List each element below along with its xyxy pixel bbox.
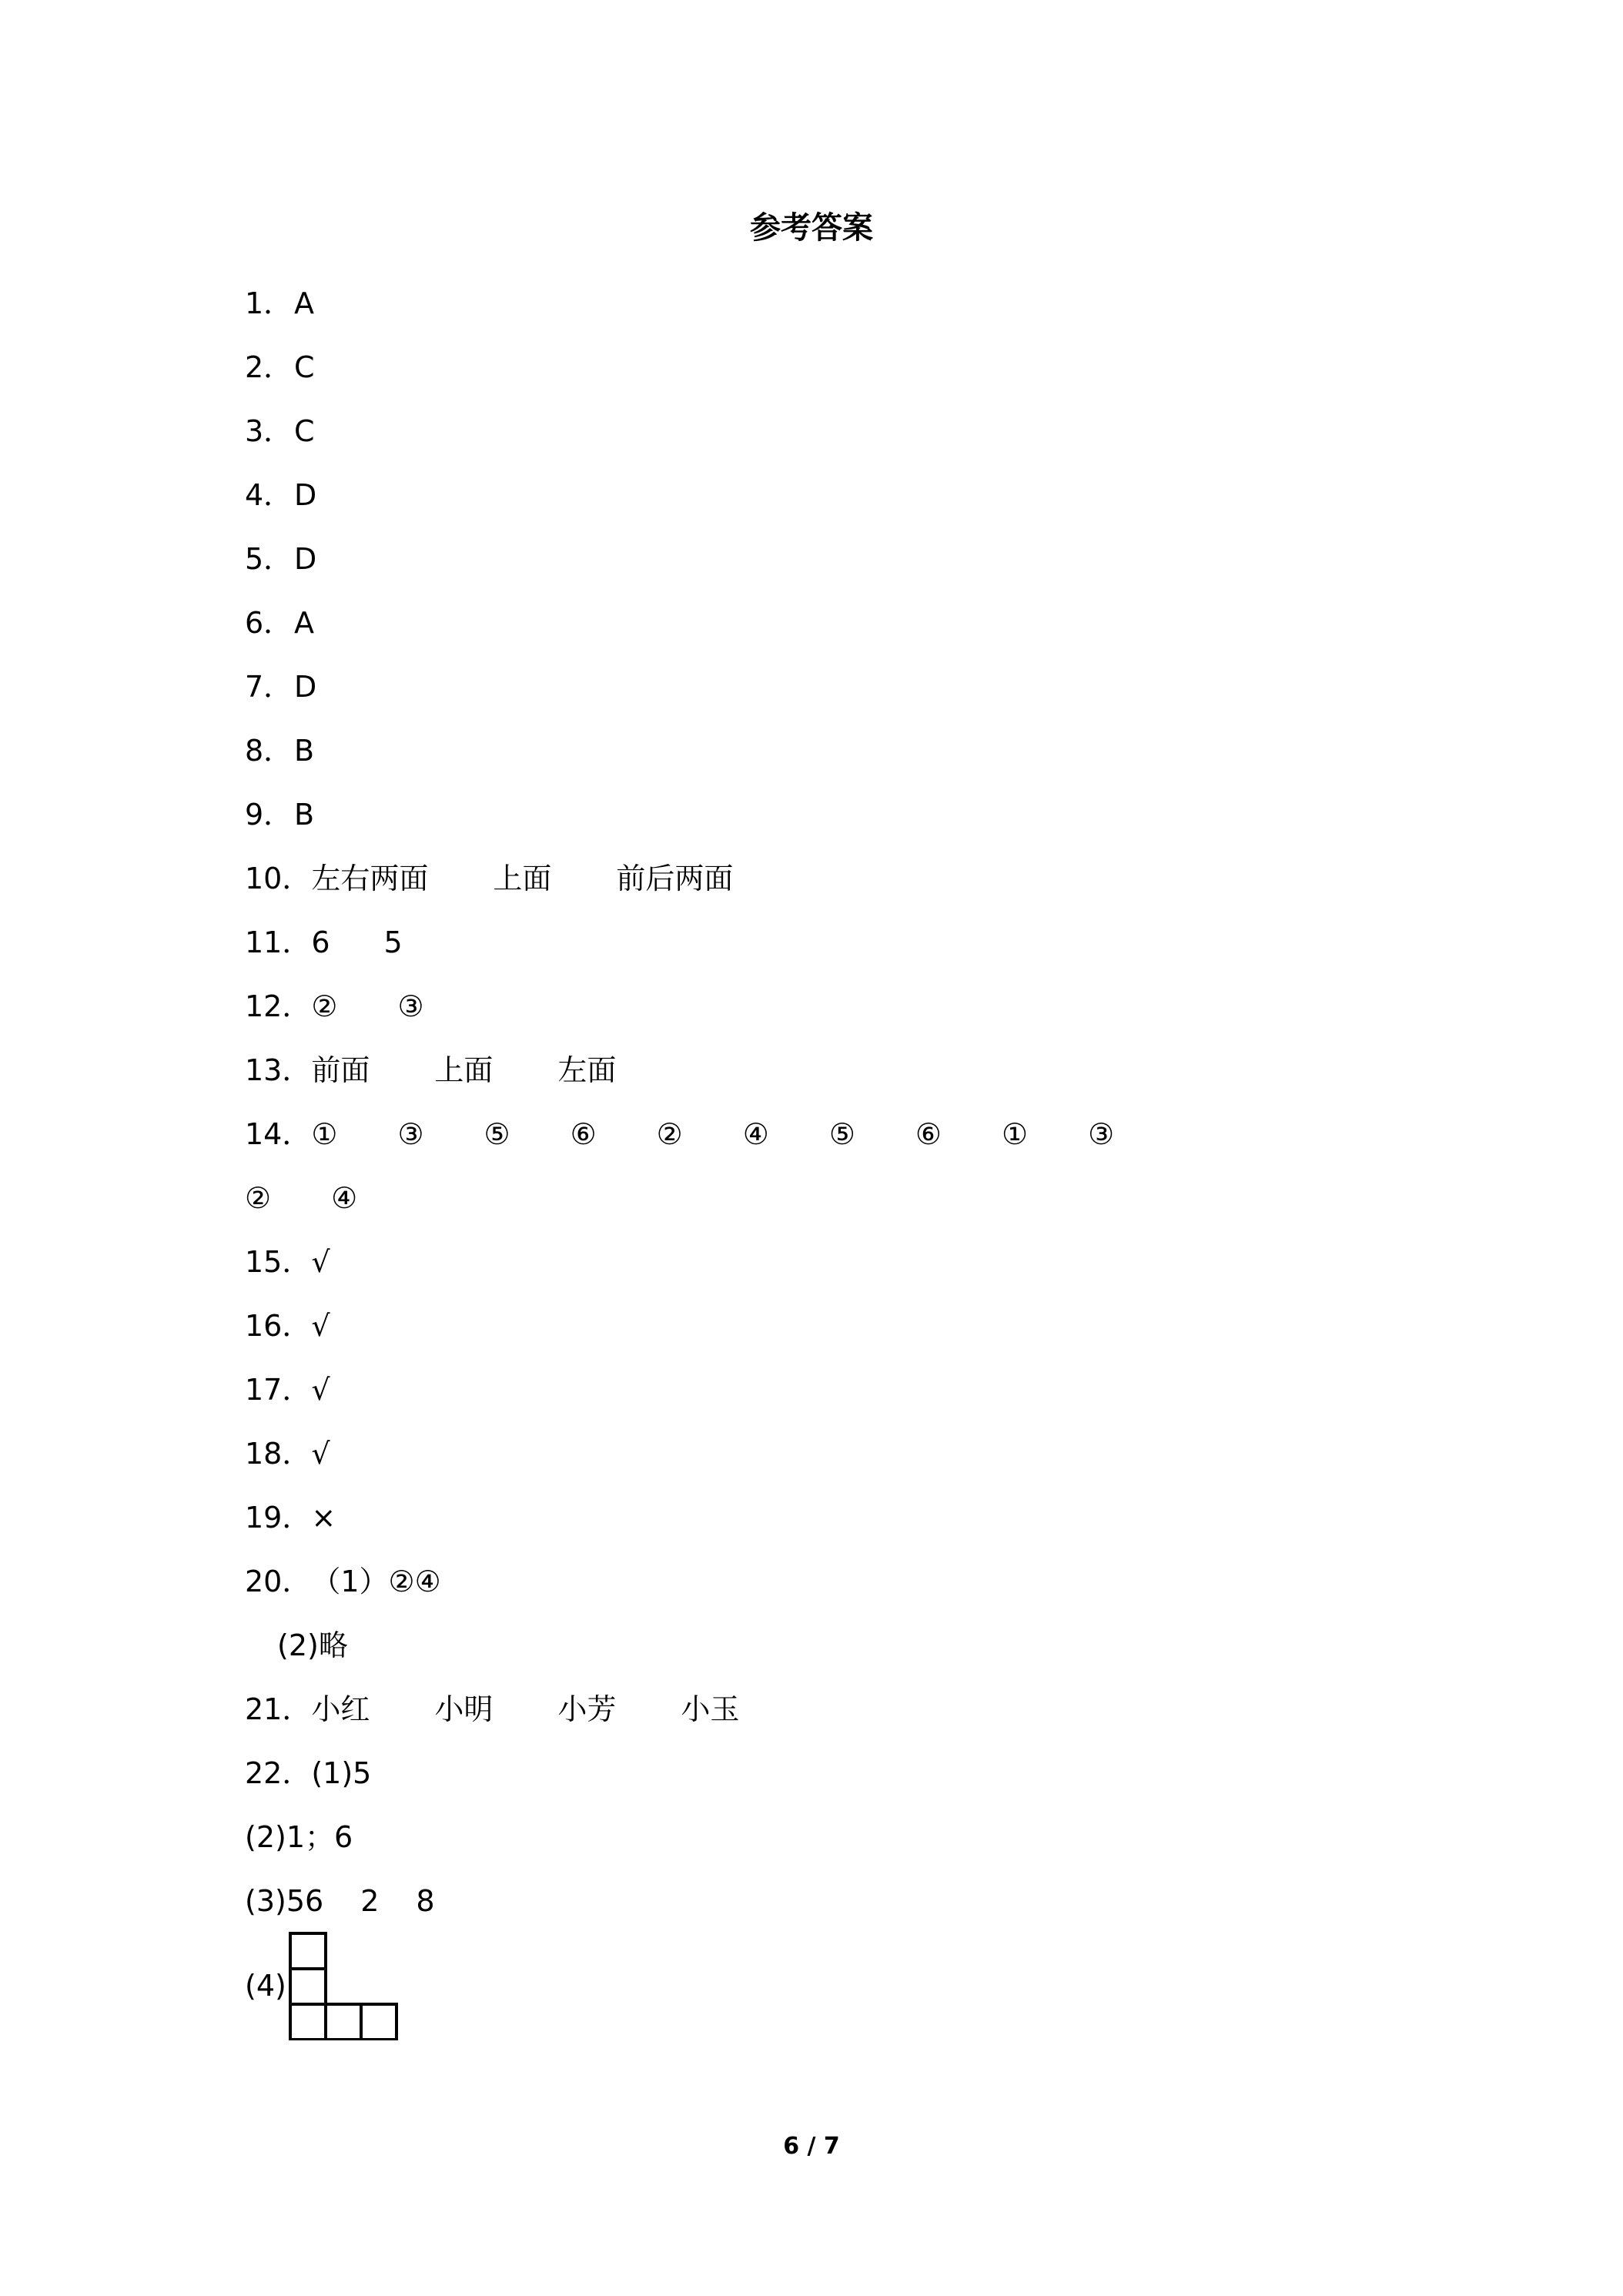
answer-item: 前面 — [311, 1053, 370, 1087]
answer-row — [245, 527, 1446, 591]
answer-number: 13． — [245, 1053, 312, 1087]
answer-number: 5． — [245, 541, 293, 576]
answer-number: 11． — [245, 925, 312, 959]
answer-row — [245, 782, 1446, 846]
answer-item: ⑥ — [915, 1116, 942, 1151]
answer-number: 4． — [245, 477, 293, 512]
answer-items — [311, 983, 484, 1029]
answer-items — [245, 1175, 417, 1221]
answer-items — [311, 1686, 804, 1732]
answer-items — [294, 728, 314, 774]
answer-number: 10． — [245, 861, 312, 895]
answer-items — [294, 472, 316, 518]
answer-item: 小玉 — [681, 1692, 740, 1726]
answer-item: 上面 — [493, 861, 552, 895]
answer-items — [311, 1558, 440, 1605]
answer-items — [294, 792, 314, 838]
answer-items — [311, 1494, 336, 1541]
shape-answer-row — [245, 1936, 1446, 2036]
answer-number: 17． — [245, 1372, 312, 1407]
answer-item: ⑥ — [570, 1116, 597, 1151]
answer-row — [245, 1038, 1446, 1102]
answer-items — [311, 1303, 330, 1349]
answer-row — [245, 846, 1446, 910]
answer-item: B — [294, 797, 315, 832]
shape-answer-label: (4) — [245, 1969, 286, 2003]
answer-items — [294, 536, 316, 582]
answer-number: (2)1；6 — [245, 1819, 353, 1854]
page-number: 6 / 7 — [783, 2133, 840, 2160]
answer-item: D — [294, 669, 317, 704]
answer-number: 9． — [245, 797, 293, 832]
page-title: 参考答案 — [750, 210, 873, 246]
answer-item: √ — [311, 1308, 330, 1343]
l-shape-figure — [288, 1931, 400, 2040]
answer-item: D — [294, 477, 317, 512]
answer-row — [245, 1421, 1446, 1485]
shape-square — [326, 2004, 361, 2040]
answer-number: (2)略 — [277, 1628, 348, 1662]
answer-items — [294, 344, 315, 390]
answer-item: (1)5 — [311, 1755, 372, 1790]
answer-items — [305, 1878, 472, 1924]
answer-item: ③ — [397, 1116, 424, 1151]
shape-square — [290, 1969, 326, 2004]
answer-item: √ — [311, 1436, 330, 1471]
answer-number: 8． — [245, 733, 293, 768]
answer-item: √ — [311, 1372, 330, 1407]
answer-row — [245, 1677, 1446, 1741]
answer-items — [294, 664, 316, 710]
answer-item: ② — [311, 989, 338, 1023]
answer-item: C — [294, 413, 315, 448]
answer-number: 14． — [245, 1116, 312, 1151]
answer-number: 18． — [245, 1436, 312, 1471]
answer-items — [311, 1047, 681, 1093]
answer-item: 左面 — [557, 1053, 617, 1087]
answer-item: B — [294, 733, 315, 768]
answer-number: 7． — [245, 669, 293, 704]
answer-item: 上面 — [434, 1053, 494, 1087]
answer-row — [245, 1357, 1446, 1421]
answer-item: 5 — [383, 925, 403, 959]
answer-item: 2 — [360, 1883, 380, 1918]
answer-item: 小明 — [434, 1692, 494, 1726]
answer-item: A — [294, 286, 314, 320]
answer-row — [245, 1294, 1446, 1357]
answer-list — [245, 271, 1446, 2036]
answer-number: 16． — [245, 1308, 312, 1343]
answer-row — [245, 718, 1446, 782]
answer-items — [311, 1111, 1174, 1157]
answer-number: 15． — [245, 1244, 312, 1279]
answer-item: √ — [311, 1244, 330, 1279]
answer-item: 6 — [305, 1883, 324, 1918]
answer-item: A — [294, 605, 314, 640]
answer-number: 19． — [245, 1500, 312, 1535]
answer-items — [311, 1367, 330, 1413]
answer-items — [311, 1750, 371, 1796]
shape-square — [361, 2004, 397, 2040]
answer-number: 2． — [245, 350, 293, 384]
answer-row — [245, 910, 1446, 974]
answer-item: ③ — [1088, 1116, 1115, 1151]
answer-item: ④ — [331, 1180, 358, 1215]
answer-number: 3． — [245, 413, 293, 448]
answer-items — [311, 1239, 330, 1285]
answer-row — [245, 399, 1446, 463]
answer-row — [245, 463, 1446, 527]
answer-item: ① — [1001, 1116, 1029, 1151]
answer-items — [311, 919, 456, 966]
answer-item: 小红 — [311, 1692, 370, 1726]
answer-item: ⑤ — [828, 1116, 855, 1151]
answer-number: (3)5 — [245, 1883, 306, 1918]
answer-item: （1）②④ — [311, 1564, 441, 1598]
answer-item: ② — [245, 1180, 272, 1215]
answer-row — [245, 974, 1446, 1038]
answer-row — [245, 591, 1446, 654]
answer-item: 左右两面 — [311, 861, 429, 895]
answer-items — [311, 1431, 330, 1477]
answer-row — [245, 271, 1446, 335]
answer-item: × — [311, 1500, 336, 1535]
answer-row — [245, 1166, 1446, 1230]
answer-item: ② — [656, 1116, 683, 1151]
answer-item: ④ — [742, 1116, 769, 1151]
answer-item: 前后两面 — [616, 861, 734, 895]
answer-item: D — [294, 541, 317, 576]
shape-square — [290, 2004, 326, 2040]
answer-row — [245, 654, 1446, 718]
answer-number: 22． — [245, 1755, 312, 1790]
answer-number: 1． — [245, 286, 293, 320]
answer-items — [294, 408, 315, 454]
answer-row — [245, 1230, 1446, 1294]
answer-row — [245, 1869, 1446, 1933]
answer-row — [245, 1741, 1446, 1805]
answer-item: ⑤ — [484, 1116, 510, 1151]
answer-row — [245, 1805, 1446, 1869]
answer-item: C — [294, 350, 315, 384]
answer-number: 6． — [245, 605, 293, 640]
shape-square — [290, 1933, 326, 1969]
answer-item: 小芳 — [557, 1692, 617, 1726]
answer-item: 8 — [416, 1883, 435, 1918]
answer-row — [245, 1485, 1446, 1549]
answer-items — [294, 280, 314, 326]
answer-item: ③ — [397, 989, 424, 1023]
answer-item: 6 — [311, 925, 330, 959]
answer-row — [245, 1549, 1446, 1613]
answer-item: ① — [311, 1116, 338, 1151]
answer-row — [245, 1102, 1446, 1166]
answer-items — [294, 600, 314, 646]
answer-number: 20． — [245, 1564, 312, 1598]
answer-number: 21． — [245, 1692, 312, 1726]
answer-row — [245, 335, 1446, 399]
answer-number: 12． — [245, 989, 312, 1023]
answer-row — [245, 1613, 1446, 1677]
answer-items — [311, 855, 798, 902]
